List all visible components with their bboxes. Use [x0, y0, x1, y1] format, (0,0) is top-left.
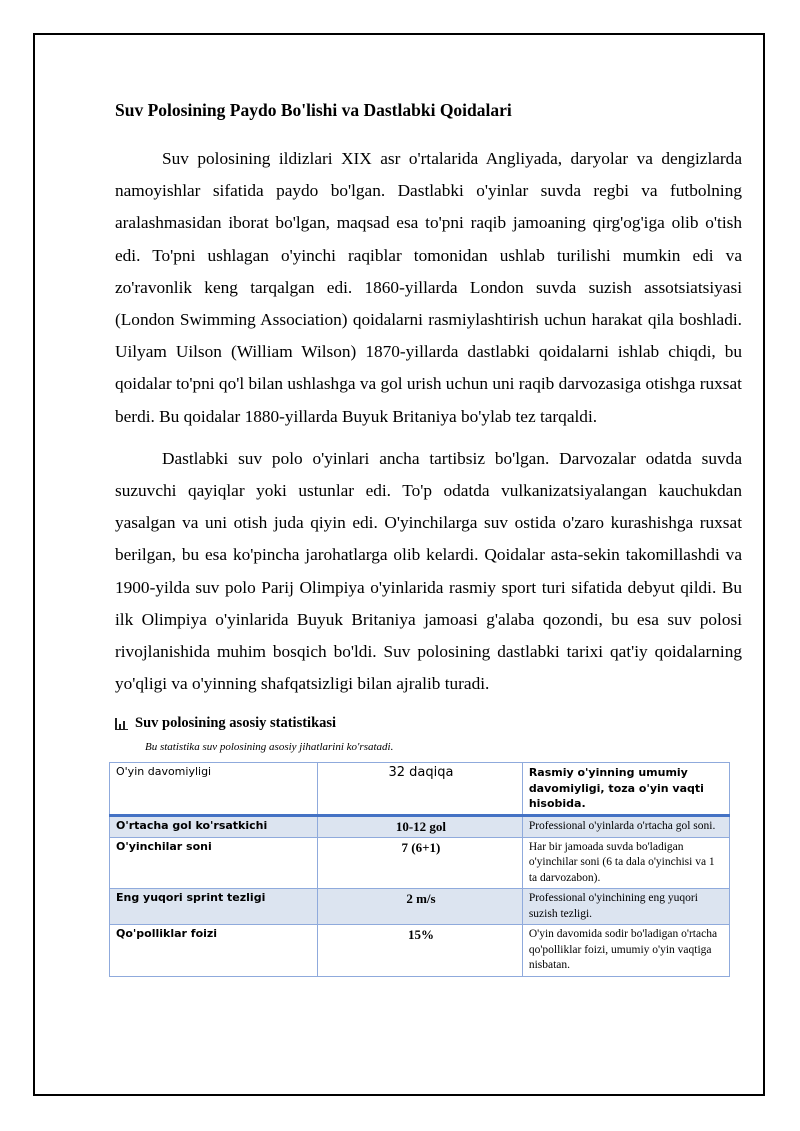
row-note: O'yin davomida sodir bo'ladigan o'rtacha qo'polliklar foizi, umumiy o'yin vaqtiga nisbatan.	[522, 925, 729, 977]
row-value: 2 m/s	[318, 889, 523, 925]
row-value: 15%	[318, 925, 523, 977]
row-note: Professional o'yinchining eng yuqori suzish tezligi.	[522, 889, 729, 925]
table-row	[110, 925, 730, 977]
stats-heading	[115, 715, 742, 732]
row-note: Rasmiy o'yinning umumiy davomiyligi, toza o'yin vaqti hisobida.	[522, 763, 729, 816]
row-note: Professional o'yinlarda o'rtacha gol soni.	[522, 815, 729, 837]
stats-table	[109, 762, 730, 977]
table-row	[110, 815, 730, 837]
table-row	[110, 837, 730, 889]
row-value: 7 (6+1)	[318, 837, 523, 889]
table-row	[110, 889, 730, 925]
stats-subtitle: Bu statistika suv polosining asosiy jihatlarini ko'rsatadi.	[145, 741, 394, 754]
bar-chart-icon	[115, 718, 128, 730]
row-note: Har bir jamoada suvda bo'ladigan o'yinchilar soni (6 ta dala o'yinchisi va 1 ta darvozabon).	[522, 837, 729, 889]
table-row	[110, 763, 730, 816]
row-value: 10-12 gol	[318, 815, 523, 837]
row-label: O'yin davomiyligi	[110, 763, 318, 816]
document-title: Suv Polosining Paydo Bo'lishi va Dastlabki Qoidalari	[115, 100, 512, 120]
stats-heading-text: Suv polosining asosiy statistikasi	[135, 715, 337, 732]
document-body	[115, 99, 742, 977]
row-label: Eng yuqori sprint tezligi	[110, 889, 318, 925]
row-label: O'rtacha gol ko'rsatkichi	[110, 815, 318, 837]
row-label: Qo'polliklar foizi	[110, 925, 318, 977]
row-label: O'yinchilar soni	[110, 837, 318, 889]
row-value: 32 daqiqa	[318, 763, 523, 816]
paragraph-2: Dastlabki suv polo o'yinlari ancha tartibsiz bo'lgan. Darvozalar odatda suvda suzuvchi qayiqlar yoki ustunlar edi. To'p odatda vulkanizatsiyalangan kauchukdan yasalgan va uni otish juda qiyin edi. O'yinchilarga suv ostida o'zaro kurashishga ruxsat berilgan, bu esa ko'pincha jarohatlarga olib kelardi. Qoidalar asta-sekin takomillashdi va 1900-yilda suv polo Parij Olimpiya o'yinlarida rasmiy sport turi sifatida debyut qildi. Bu ilk Olimpiya o'yinlarida Buyuk Britaniya jamoasi g'alaba qozondi, bu esa suv polosi rivojlanishida muhim bosqich bo'ldi. Suv polosining dastlabki tarixi qat'iy qoidalarning yo'qligi va o'yinning shafqatsizligi bilan ajralib turadi.	[115, 448, 742, 694]
paragraph-1: Suv polosining ildizlari XIX asr o'rtalarida Angliyada, daryolar va dengizlarda namoyishlar sifatida paydo bo'lgan. Dastlabki o'yinlar suvda regbi va futbolning aralashmasidan iborat bo'lgan, maqsad esa to'pni raqib jamoaning qirg'og'iga olib o'tish edi. To'pni ushlagan o'yinchi raqiblar tomonidan ushlab turilishi mumkin edi va zo'ravonlik keng tarqalgan edi. 1860-yillarda London suvda suzish assotsiatsiyasi (London Swimming Association) qoidalarni rasmiylashtirish uchun harakat qila boshladi. Uilyam Uilson (William Wilson) 1870-yillarda dastlabki qoidalarni ishlab chiqdi, bu qoidalar to'pni qo'l bilan ushlashga va gol urish uchun uni raqib darvozasiga otishga ruxsat berdi. Bu qoidalar 1880-yillarda Buyuk Britaniya bo'ylab tez tarqaldi.	[115, 149, 742, 426]
